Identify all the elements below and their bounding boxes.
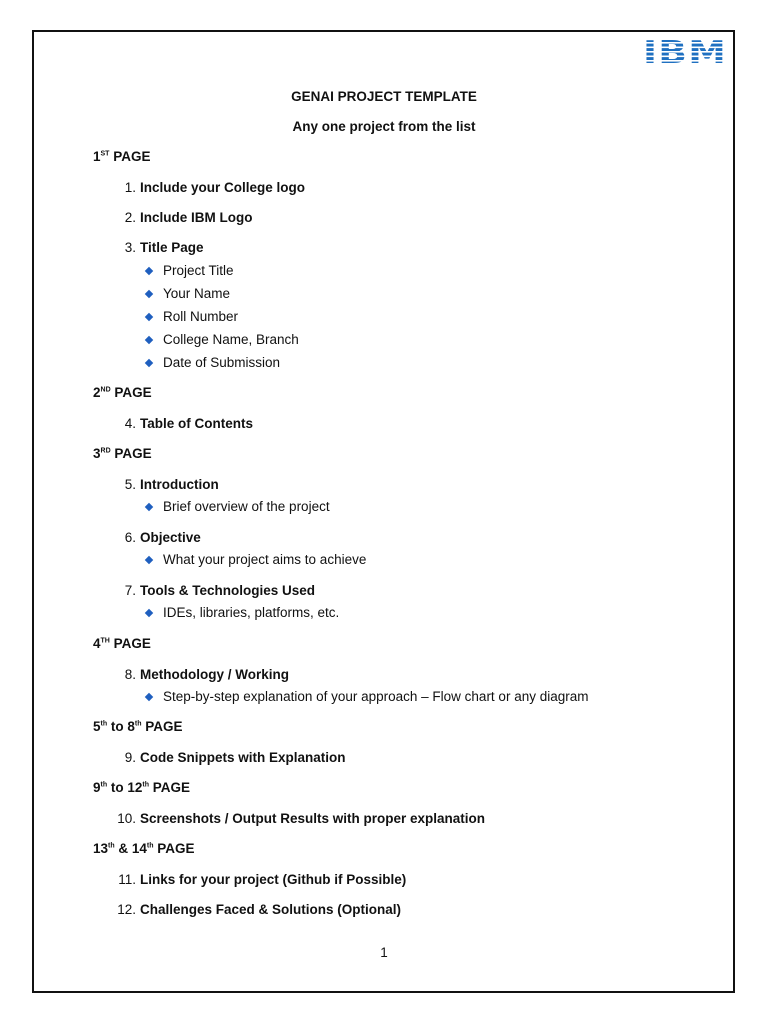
section-heading-9th-12th-page: 9th to 12th PAGE [93, 780, 191, 795]
ibm-logo [642, 37, 728, 67]
document-title: GENAI PROJECT TEMPLATE [291, 89, 477, 104]
section-heading-3rd-page: 3RD PAGE [93, 446, 152, 461]
section-heading-5th-8th-page: 5th to 8th PAGE [93, 719, 183, 734]
section-heading-1st-page: 1ST PAGE [93, 149, 151, 164]
section-heading-13th-14th-page: 13th & 14th PAGE [93, 841, 195, 856]
section-heading-4th-page: 4TH PAGE [93, 636, 151, 651]
document-subtitle: Any one project from the list [292, 119, 476, 134]
section-heading-2nd-page: 2ND PAGE [93, 385, 152, 400]
page-number: 1 [380, 945, 388, 960]
